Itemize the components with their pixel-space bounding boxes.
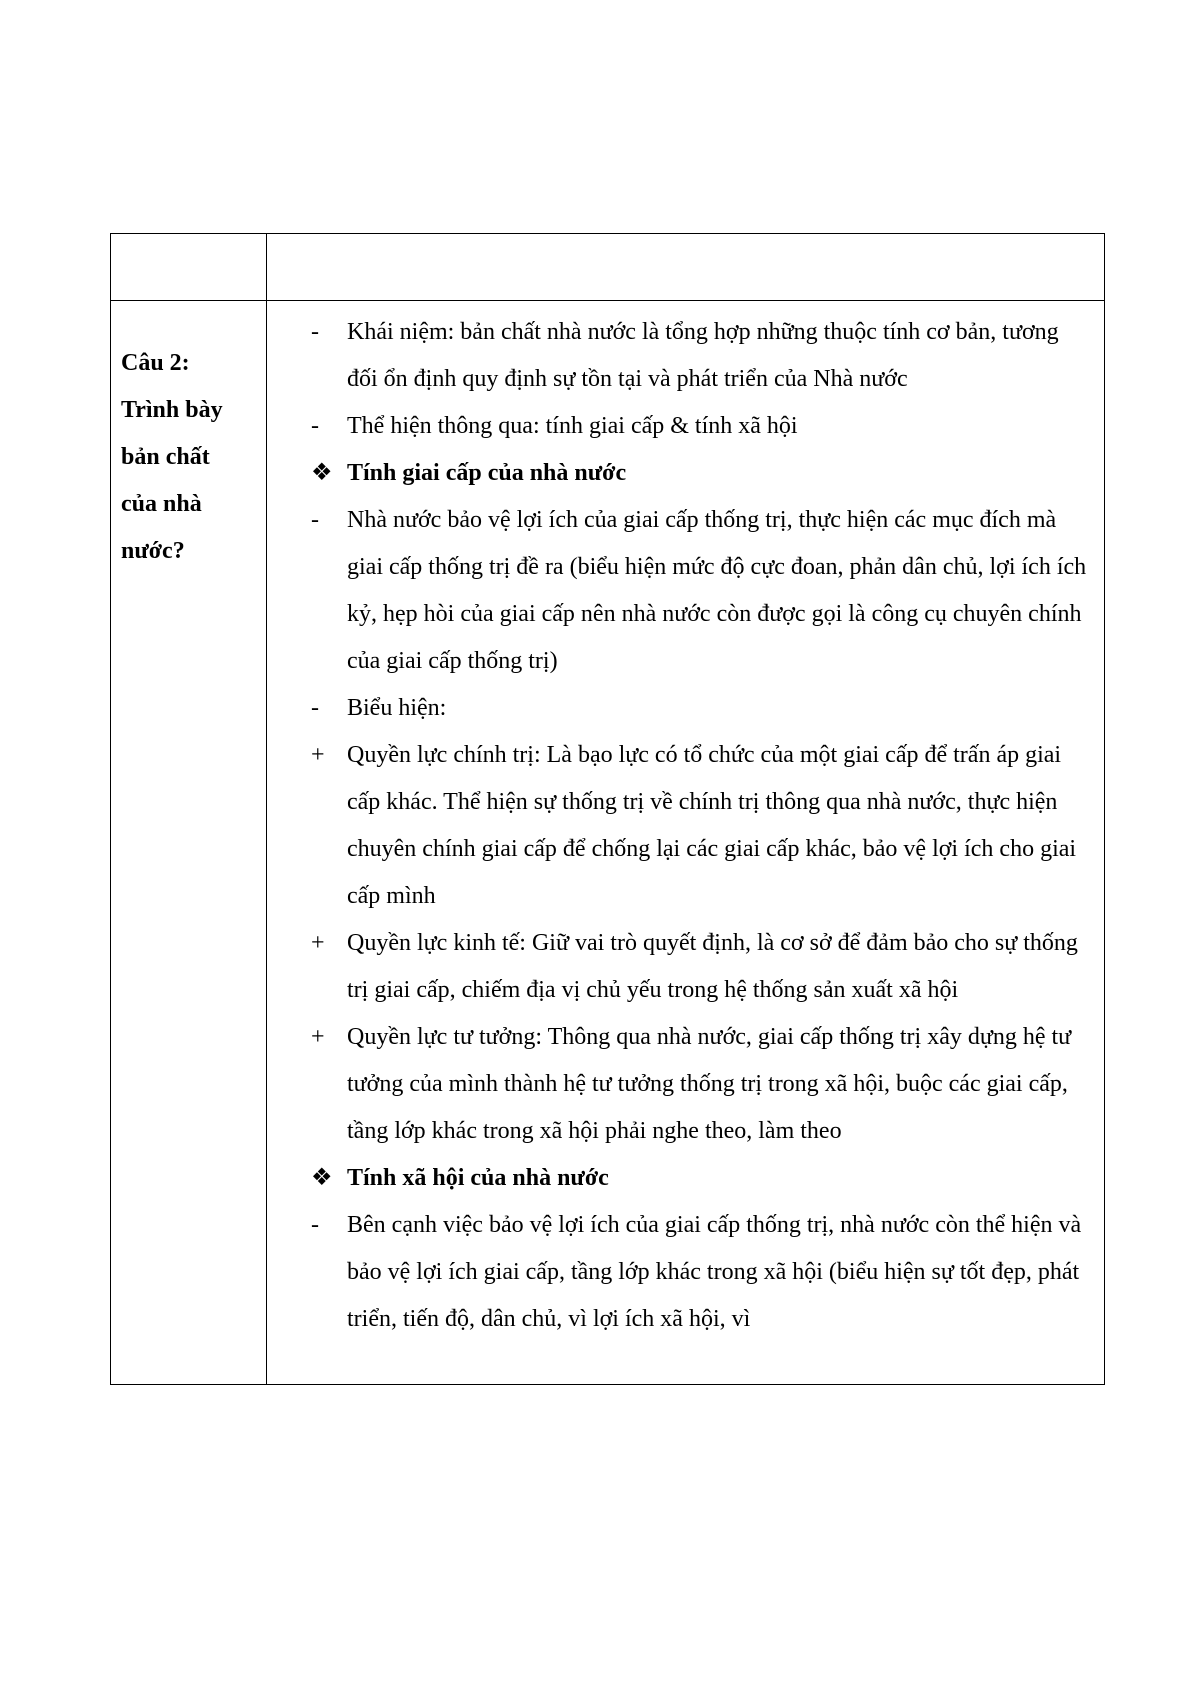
answer-cell bbox=[267, 301, 1105, 1385]
question-line: bản chất bbox=[121, 444, 210, 470]
dash-marker: - bbox=[311, 319, 319, 345]
question-cell bbox=[111, 301, 267, 1385]
diamond-bullet-icon: ❖ bbox=[311, 460, 333, 486]
dash-marker: - bbox=[311, 695, 319, 721]
question-line: Trình bày bbox=[121, 397, 223, 423]
question-line: nước? bbox=[121, 538, 185, 564]
table-header-row bbox=[111, 234, 1105, 301]
section-heading-class-nature bbox=[311, 450, 1090, 497]
heading-text: Tính giai cấp của nhà nước bbox=[347, 460, 627, 486]
dash-marker: - bbox=[311, 1212, 319, 1238]
heading-text: Tính xã hội của nhà nước bbox=[347, 1165, 609, 1191]
answer-item-ideological-power bbox=[311, 1014, 1090, 1155]
answer-text: Quyền lực tư tưởng: Thông qua nhà nước, giai cấp thống trị xây dựng hệ tư tưởng của mình thành hệ tư tưởng thống trị trong xã hội, buộc các giai cấp, tầng lớp khác trong xã hội phải nghe theo, làm theo bbox=[347, 1024, 1072, 1144]
question-text bbox=[111, 301, 266, 575]
answer-item-concept bbox=[311, 309, 1090, 403]
header-cell-right bbox=[267, 234, 1105, 301]
answer-list bbox=[267, 301, 1104, 1343]
answer-text: Biểu hiện: bbox=[347, 695, 447, 721]
answer-text: Bên cạnh việc bảo vệ lợi ích của giai cấp thống trị, nhà nước còn thể hiện và bảo vệ lợi ích giai cấp, tầng lớp khác trong xã hội (biểu hiện sự tốt đẹp, phát triển, tiến độ, dân chủ, vì lợi ích xã hội, vì bbox=[347, 1212, 1082, 1332]
answer-item-expression bbox=[311, 403, 1090, 450]
answer-item-class-interest bbox=[311, 497, 1090, 685]
header-cell-left bbox=[111, 234, 267, 301]
answer-item-economic-power bbox=[311, 920, 1090, 1014]
answer-text: Quyền lực chính trị: Là bạo lực có tổ chức của một giai cấp để trấn áp giai cấp khác. Thể hiện sự thống trị về chính trị thông qua nhà nước, thực hiện chuyên chính giai cấp để chống lại các giai cấp khác, bảo vệ lợi ích cho giai cấp mình bbox=[347, 742, 1077, 909]
question-line: Câu 2: bbox=[121, 350, 190, 376]
plus-marker: + bbox=[311, 1024, 325, 1050]
question-line: của nhà bbox=[121, 491, 202, 517]
answer-text: Thể hiện thông qua: tính giai cấp & tính xã hội bbox=[347, 413, 798, 439]
table-row bbox=[111, 301, 1105, 1385]
answer-item-social-interest bbox=[311, 1202, 1090, 1343]
answer-text: Nhà nước bảo vệ lợi ích của giai cấp thống trị, thực hiện các mục đích mà giai cấp thống trị đề ra (biểu hiện mức độ cực đoan, phản dân chủ, lợi ích ích kỷ, hẹp hòi của giai cấp nên nhà nước còn được gọi là công cụ chuyên chính của giai cấp thống trị) bbox=[347, 507, 1087, 674]
plus-marker: + bbox=[311, 930, 325, 956]
answer-item-manifestation bbox=[311, 685, 1090, 732]
diamond-bullet-icon: ❖ bbox=[311, 1165, 333, 1191]
content-table bbox=[110, 233, 1105, 1385]
dash-marker: - bbox=[311, 507, 319, 533]
dash-marker: - bbox=[311, 413, 319, 439]
plus-marker: + bbox=[311, 742, 325, 768]
answer-item-political-power bbox=[311, 732, 1090, 920]
section-heading-social-nature bbox=[311, 1155, 1090, 1202]
answer-text: Quyền lực kinh tế: Giữ vai trò quyết định, là cơ sở để đảm bảo cho sự thống trị giai cấp, chiếm địa vị chủ yếu trong hệ thống sản xuất xã hội bbox=[347, 930, 1078, 1003]
answer-text: Khái niệm: bản chất nhà nước là tổng hợp những thuộc tính cơ bản, tương đối ổn định quy định sự tồn tại và phát triển của Nhà nước bbox=[347, 319, 1059, 392]
